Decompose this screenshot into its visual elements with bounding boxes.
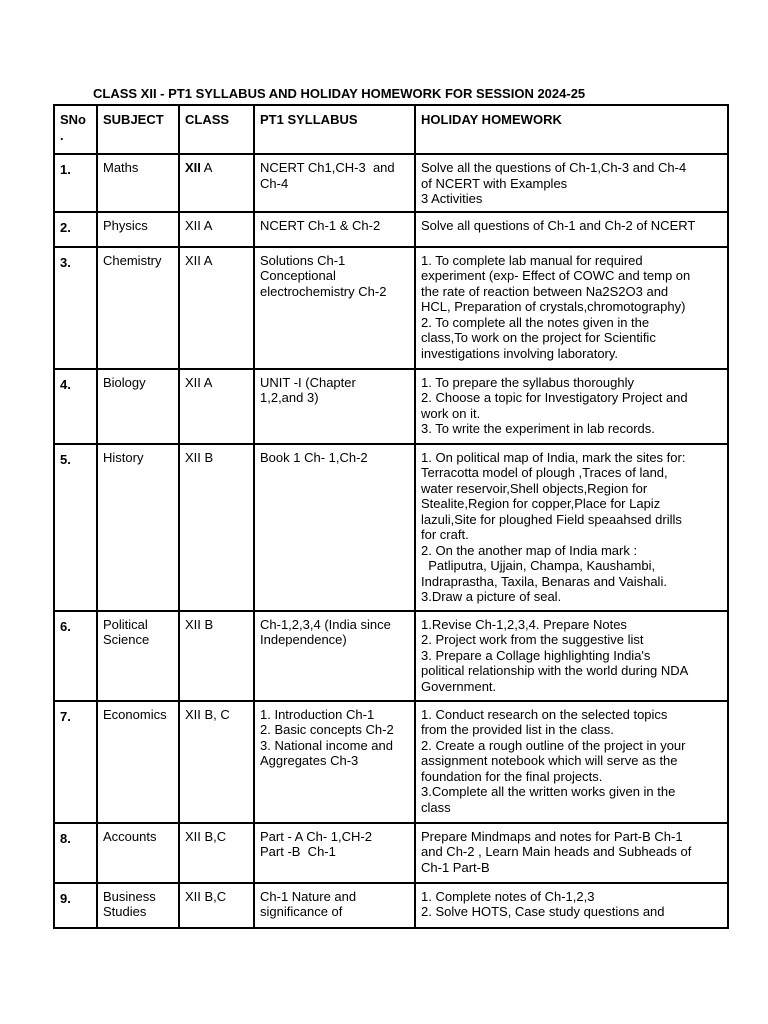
cell-sno: 4. [54,369,97,444]
cell-line: 1. Introduction Ch-1 [260,706,375,722]
cell-subject [97,369,179,444]
cell-class [179,247,254,369]
cell-class [179,212,254,247]
cell-homework [415,701,728,823]
cell-subject [97,611,179,701]
cell-homework [415,444,728,611]
cell-line: Government. [421,678,497,694]
cell-subject [97,247,179,369]
class-text: XII B [185,616,214,632]
cell-sno: 6. [54,611,97,701]
cell-syllabus [254,444,415,611]
cell-line: Science [103,632,150,647]
cell-homework [415,611,728,701]
table-row [54,444,728,611]
cell-line: and Ch-2 , Learn Main heads and Subheads of [421,844,692,859]
cell-class [179,444,254,611]
cell-sno: 1. [54,154,97,212]
class-text: XII A [185,252,213,268]
cell-line: Prepare Mindmaps and notes for Part-B Ch-1 [421,828,683,844]
cell-homework [415,369,728,444]
syllabus-table [53,104,729,929]
cell-line: Solutions Ch-1 [260,252,346,268]
cell-line: Ch-1 Nature and [260,888,357,904]
cell-line: Economics [103,706,167,722]
cell-subject [97,212,179,247]
class-text: XII B [185,449,214,465]
cell-line: HCL, Preparation of crystals,chromotography) [421,299,686,314]
cell-line: electrochemistry Ch-2 [260,283,387,299]
cell-line: Ch-1 Part-B [421,859,490,875]
table-row [54,611,728,701]
table-row [54,823,728,883]
cell-class [179,823,254,883]
cell-line: 1. Conduct research on the selected topics [421,706,668,722]
cell-class [179,611,254,701]
cell-line: Conceptional [260,268,336,283]
table-row [54,369,728,444]
cell-line: the rate of reaction between Na2S2O3 and [421,283,669,299]
cell-subject [97,701,179,823]
cell-line: water reservoir,Shell objects,Region for [421,480,648,496]
cell-line: 3 Activities [421,191,483,206]
cell-line: UNIT -I (Chapter [260,374,356,390]
class-text: XII A [185,217,213,233]
cell-subject [97,823,179,883]
cell-line: NCERT Ch1,CH-3 and [260,160,395,175]
cell-homework [415,883,728,928]
cell-line: Maths [103,160,139,175]
cell-line: Terracotta model of plough ,Traces of land, [421,465,668,480]
class-bold-text: XII [185,160,201,175]
cell-line: assignment notebook which will serve as the [421,753,678,768]
cell-line: 1.Revise Ch-1,2,3,4. Prepare Notes [421,616,627,632]
cell-line: Studies [103,904,147,919]
cell-line: experiment (exp- Effect of COWC and temp on [421,268,691,283]
cell-subject [97,154,179,212]
cell-line: Accounts [103,828,157,844]
cell-line: foundation for the final projects. [421,768,603,784]
class-text: XII B,C [185,828,227,844]
cell-line: Biology [103,374,146,390]
cell-line: 2. Choose a topic for Investigatory Project and [421,390,688,405]
cell-line: Solve all the questions of Ch-1,Ch-3 and Ch-4 [421,160,687,175]
cell-line: NCERT Ch-1 & Ch-2 [260,217,381,233]
table-row [54,247,728,369]
cell-line: Independence) [260,632,347,647]
cell-line: 3. To write the experiment in lab records. [421,421,655,436]
cell-line: Part -B Ch-1 [260,844,336,859]
document-title: CLASS XII - PT1 SYLLABUS AND HOLIDAY HOMEWORK FOR SESSION 2024-25 [93,86,586,101]
cell-line: class [421,799,451,815]
cell-line: Part - A Ch- 1,CH-2 [260,828,372,844]
cell-subject [97,883,179,928]
cell-line: Solve all questions of Ch-1 and Ch-2 of NCERT [421,217,696,233]
header-syllabus: PT1 SYLLABUS [254,105,415,154]
cell-line: 2. Project work from the suggestive list [421,632,644,647]
cell-line: 3. Prepare a Collage highlighting India's [421,647,651,663]
header-subject: SUBJECT [97,105,179,154]
cell-sno: 9. [54,883,97,928]
cell-sno: 2. [54,212,97,247]
table-row [54,212,728,247]
cell-class [179,701,254,823]
cell-line: Ch-1,2,3,4 (India since [260,616,391,632]
header-homework: HOLIDAY HOMEWORK [415,105,728,154]
table-row [54,154,728,212]
cell-line: 2. Solve HOTS, Case study questions and [421,904,665,919]
cell-line: class,To work on the project for Scientific [421,330,656,345]
cell-line: Chemistry [103,252,162,268]
cell-sno: 5. [54,444,97,611]
cell-line: Business [103,888,156,904]
cell-syllabus [254,823,415,883]
cell-line: significance of [260,904,343,919]
cell-line: 1. On political map of India, mark the sites for: [421,449,686,465]
cell-syllabus [254,369,415,444]
table-row [54,883,728,928]
cell-line: of NCERT with Examples [421,175,568,191]
cell-line: Physics [103,217,148,233]
cell-homework [415,154,728,212]
cell-sno: 7. [54,701,97,823]
cell-syllabus [254,611,415,701]
cell-line: 2. Create a rough outline of the project in your [421,737,686,753]
cell-homework [415,823,728,883]
cell-subject [97,444,179,611]
cell-line: 3.Complete all the written works given in the [421,784,676,799]
cell-line: work on it. [421,405,481,421]
cell-homework [415,212,728,247]
cell-line: Indraprastha, Taxila, Benaras and Vaishali. [421,573,667,589]
cell-line: Ch-4 [260,175,289,191]
cell-line: political relationship with the world during NDA [421,663,689,678]
table-header-row [54,105,728,154]
cell-line: 2. To complete all the notes given in the [421,314,650,330]
cell-line: lazuli,Site for ploughed Field speaahsed drills [421,511,682,527]
cell-sno: 8. [54,823,97,883]
cell-line: Stealite,Region for copper,Place for Lapiz [421,496,661,511]
cell-line: 3.Draw a picture of seal. [421,589,562,604]
cell-line: 1. Complete notes of Ch-1,2,3 [421,888,595,904]
cell-class [179,369,254,444]
cell-line: Political [103,616,148,632]
header-class: CLASS [179,105,254,154]
cell-line: 1. To prepare the syllabus thoroughly [421,374,634,390]
cell-line: 2. Basic concepts Ch-2 [260,722,394,737]
cell-sno: 3. [54,247,97,369]
cell-line: for craft. [421,527,469,542]
class-text: XII B, C [185,706,230,722]
cell-line: 1. To complete lab manual for required [421,252,643,268]
cell-syllabus [254,883,415,928]
cell-line: Aggregates Ch-3 [260,753,359,768]
cell-syllabus [254,154,415,212]
cell-syllabus [254,212,415,247]
cell-line: Book 1 Ch- 1,Ch-2 [260,449,368,465]
cell-syllabus [254,701,415,823]
cell-line: from the provided list in the class. [421,722,614,737]
cell-homework [415,247,728,369]
cell-line: 2. On the another map of India mark : [421,542,638,558]
cell-line: investigations involving laboratory. [421,345,619,361]
cell-class [179,883,254,928]
header-sno: SNo . [54,105,97,154]
cell-line: Patliputra, Ujjain, Champa, Kaushambi, [421,558,656,573]
table-row [54,701,728,823]
cell-class [179,154,254,212]
class-text: XII B,C [185,888,227,904]
class-text: XII A [185,374,213,390]
cell-line: 3. National income and [260,737,393,753]
class-text: A [200,160,213,175]
cell-syllabus [254,247,415,369]
cell-line: 1,2,and 3) [260,390,319,405]
cell-line: History [103,449,144,465]
